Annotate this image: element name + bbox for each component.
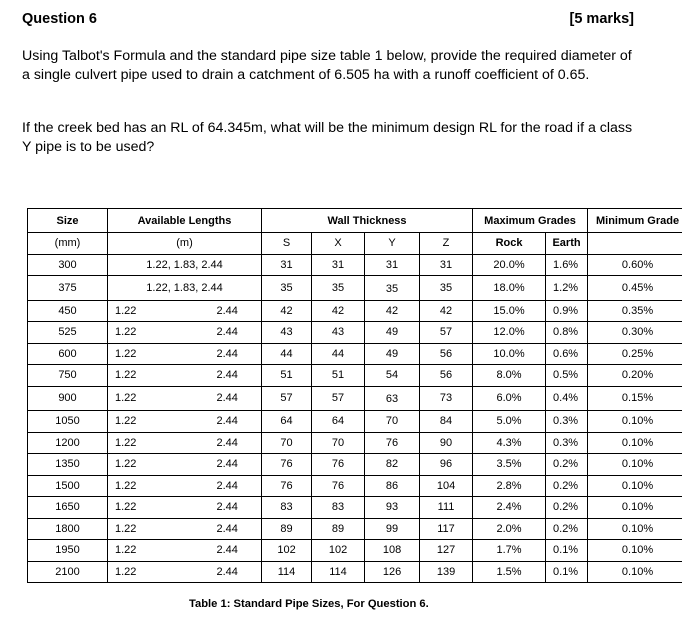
cell-wall-s: 35 — [262, 276, 312, 301]
cell-size: 900 — [28, 386, 108, 411]
subheader-min-blank — [588, 233, 682, 255]
cell-wall-x: 64 — [312, 411, 365, 433]
cell-length-max: 2.44 — [202, 432, 262, 454]
cell-length-min: 1.22 — [108, 322, 202, 344]
table-row — [28, 475, 682, 497]
question-paragraph-2: If the creek bed has an RL of 64.345m, what will be the minimum design RL for the road if a class Y pipe is to be used? — [22, 120, 633, 155]
cell-grade-earth: 0.3% — [546, 432, 588, 454]
header-size: Size — [28, 209, 108, 233]
cell-length-max: 2.44 — [202, 497, 262, 519]
cell-grade-rock: 2.4% — [473, 497, 546, 519]
cell-wall-s: 42 — [262, 300, 312, 322]
cell-wall-z: 117 — [420, 518, 473, 540]
cell-min-grade: 0.10% — [588, 454, 682, 476]
cell-grade-earth: 0.2% — [546, 475, 588, 497]
cell-grade-rock: 2.0% — [473, 518, 546, 540]
cell-size: 1350 — [28, 454, 108, 476]
cell-wall-z: 104 — [420, 475, 473, 497]
cell-wall-z: 139 — [420, 561, 473, 583]
header-available-lengths: Available Lengths — [108, 209, 262, 233]
cell-grade-rock: 10.0% — [473, 343, 546, 365]
header-maximum-grades: Maximum Grades — [473, 209, 588, 233]
cell-wall-s: 64 — [262, 411, 312, 433]
cell-wall-y: 35 — [365, 276, 420, 301]
cell-size: 1050 — [28, 411, 108, 433]
table-row — [28, 254, 682, 276]
cell-wall-s: 57 — [262, 386, 312, 411]
table-row — [28, 518, 682, 540]
table-row — [28, 454, 682, 476]
cell-length-min: 1.22 — [108, 454, 202, 476]
cell-wall-s: 76 — [262, 475, 312, 497]
cell-size: 600 — [28, 343, 108, 365]
cell-min-grade: 0.10% — [588, 561, 682, 583]
cell-grade-rock: 4.3% — [473, 432, 546, 454]
cell-wall-z: 42 — [420, 300, 473, 322]
cell-length-max: 2.44 — [202, 540, 262, 562]
cell-size: 375 — [28, 276, 108, 301]
cell-wall-x: 89 — [312, 518, 365, 540]
cell-wall-z: 90 — [420, 432, 473, 454]
cell-grade-rock: 1.7% — [473, 540, 546, 562]
cell-grade-earth: 0.2% — [546, 454, 588, 476]
cell-size: 300 — [28, 254, 108, 276]
cell-min-grade: 0.45% — [588, 276, 682, 301]
cell-wall-x: 76 — [312, 454, 365, 476]
cell-wall-s: 43 — [262, 322, 312, 344]
table-row — [28, 411, 682, 433]
cell-min-grade: 0.35% — [588, 300, 682, 322]
table-row — [28, 300, 682, 322]
cell-min-grade: 0.10% — [588, 475, 682, 497]
cell-size: 2100 — [28, 561, 108, 583]
cell-length-max: 2.44 — [202, 322, 262, 344]
cell-wall-z: 35 — [420, 276, 473, 301]
cell-wall-z: 96 — [420, 454, 473, 476]
cell-grade-rock: 20.0% — [473, 254, 546, 276]
cell-size: 1200 — [28, 432, 108, 454]
cell-size: 1950 — [28, 540, 108, 562]
question-title: Question 6 — [22, 11, 97, 27]
pipe-sizes-table — [27, 208, 682, 583]
cell-wall-x: 43 — [312, 322, 365, 344]
cell-min-grade: 0.10% — [588, 432, 682, 454]
cell-length-min: 1.22 — [108, 411, 202, 433]
cell-size: 1500 — [28, 475, 108, 497]
cell-length-min: 1.22 — [108, 365, 202, 387]
cell-length-min: 1.22 — [108, 518, 202, 540]
cell-wall-x: 114 — [312, 561, 365, 583]
cell-size: 750 — [28, 365, 108, 387]
cell-wall-y: 63 — [365, 386, 420, 411]
table-header-row — [28, 209, 682, 233]
cell-wall-x: 57 — [312, 386, 365, 411]
subheader-z: Z — [420, 233, 473, 255]
cell-grade-earth: 0.1% — [546, 540, 588, 562]
cell-wall-s: 51 — [262, 365, 312, 387]
cell-wall-x: 42 — [312, 300, 365, 322]
header-wall-thickness: Wall Thickness — [262, 209, 473, 233]
cell-wall-y: 76 — [365, 432, 420, 454]
cell-grade-earth: 0.4% — [546, 386, 588, 411]
cell-wall-y: 126 — [365, 561, 420, 583]
table-caption: Table 1: Standard Pipe Sizes, For Question 6. — [189, 598, 429, 610]
cell-min-grade: 0.60% — [588, 254, 682, 276]
cell-length-min: 1.22 — [108, 343, 202, 365]
cell-min-grade: 0.10% — [588, 518, 682, 540]
cell-size: 1800 — [28, 518, 108, 540]
cell-wall-x: 83 — [312, 497, 365, 519]
cell-grade-rock: 3.5% — [473, 454, 546, 476]
cell-wall-s: 70 — [262, 432, 312, 454]
table-row — [28, 365, 682, 387]
cell-length-min: 1.22 — [108, 561, 202, 583]
cell-grade-earth: 0.1% — [546, 561, 588, 583]
cell-length-min: 1.22 — [108, 475, 202, 497]
cell-wall-y: 49 — [365, 343, 420, 365]
table-row — [28, 386, 682, 411]
cell-wall-z: 56 — [420, 343, 473, 365]
cell-length-min: 1.22 — [108, 432, 202, 454]
cell-wall-y: 70 — [365, 411, 420, 433]
cell-length-max: 2.44 — [202, 561, 262, 583]
cell-length-max: 2.44 — [202, 475, 262, 497]
cell-min-grade: 0.10% — [588, 497, 682, 519]
cell-grade-rock: 18.0% — [473, 276, 546, 301]
cell-length-min: 1.22 — [108, 497, 202, 519]
cell-grade-earth: 0.2% — [546, 518, 588, 540]
cell-grade-earth: 0.5% — [546, 365, 588, 387]
table-row — [28, 343, 682, 365]
question-marks: [5 marks] — [569, 11, 634, 27]
cell-wall-y: 49 — [365, 322, 420, 344]
subheader-rock: Rock — [473, 233, 546, 255]
cell-wall-y: 93 — [365, 497, 420, 519]
cell-wall-x: 51 — [312, 365, 365, 387]
cell-lengths: 1.22, 1.83, 2.44 — [108, 254, 262, 276]
subheader-x: X — [312, 233, 365, 255]
cell-length-min: 1.22 — [108, 386, 202, 411]
subheader-size-unit: (mm) — [28, 233, 108, 255]
cell-grade-earth: 1.6% — [546, 254, 588, 276]
cell-wall-x: 102 — [312, 540, 365, 562]
subheader-earth: Earth — [546, 233, 588, 255]
cell-size: 450 — [28, 300, 108, 322]
cell-min-grade: 0.30% — [588, 322, 682, 344]
cell-length-max: 2.44 — [202, 411, 262, 433]
cell-grade-earth: 1.2% — [546, 276, 588, 301]
cell-min-grade: 0.25% — [588, 343, 682, 365]
table-row — [28, 432, 682, 454]
cell-length-max: 2.44 — [202, 386, 262, 411]
question-paragraph-1: Using Talbot's Formula and the standard pipe size table 1 below, provide the required diameter of a single culvert pipe used to drain a catchment of 6.505 ha with a runoff coefficient of 0.65. — [22, 48, 632, 83]
table-row — [28, 276, 682, 301]
cell-length-max: 2.44 — [202, 300, 262, 322]
cell-wall-z: 56 — [420, 365, 473, 387]
cell-wall-y: 54 — [365, 365, 420, 387]
cell-wall-x: 76 — [312, 475, 365, 497]
subheader-y: Y — [365, 233, 420, 255]
cell-min-grade: 0.10% — [588, 411, 682, 433]
cell-wall-z: 57 — [420, 322, 473, 344]
cell-length-max: 2.44 — [202, 454, 262, 476]
cell-wall-s: 114 — [262, 561, 312, 583]
cell-wall-y: 86 — [365, 475, 420, 497]
subheader-s: S — [262, 233, 312, 255]
cell-grade-earth: 0.8% — [546, 322, 588, 344]
cell-grade-earth: 0.9% — [546, 300, 588, 322]
cell-wall-z: 84 — [420, 411, 473, 433]
cell-grade-rock: 5.0% — [473, 411, 546, 433]
cell-wall-z: 73 — [420, 386, 473, 411]
cell-grade-earth: 0.6% — [546, 343, 588, 365]
cell-wall-s: 31 — [262, 254, 312, 276]
cell-wall-s: 44 — [262, 343, 312, 365]
cell-length-min: 1.22 — [108, 300, 202, 322]
cell-wall-x: 44 — [312, 343, 365, 365]
question-header — [22, 11, 634, 31]
cell-wall-x: 35 — [312, 276, 365, 301]
cell-wall-y: 99 — [365, 518, 420, 540]
cell-wall-y: 108 — [365, 540, 420, 562]
cell-size: 1650 — [28, 497, 108, 519]
subheader-lengths-unit: (m) — [108, 233, 262, 255]
header-minimum-grade: Minimum Grade — [588, 209, 682, 233]
cell-wall-z: 31 — [420, 254, 473, 276]
cell-grade-earth: 0.3% — [546, 411, 588, 433]
cell-wall-s: 76 — [262, 454, 312, 476]
cell-min-grade: 0.20% — [588, 365, 682, 387]
table-row — [28, 497, 682, 519]
table-row — [28, 322, 682, 344]
cell-wall-z: 127 — [420, 540, 473, 562]
cell-lengths: 1.22, 1.83, 2.44 — [108, 276, 262, 301]
cell-grade-rock: 8.0% — [473, 365, 546, 387]
cell-wall-y: 82 — [365, 454, 420, 476]
cell-min-grade: 0.15% — [588, 386, 682, 411]
cell-wall-x: 31 — [312, 254, 365, 276]
cell-wall-y: 31 — [365, 254, 420, 276]
cell-min-grade: 0.10% — [588, 540, 682, 562]
cell-grade-rock: 6.0% — [473, 386, 546, 411]
cell-length-max: 2.44 — [202, 365, 262, 387]
cell-wall-s: 89 — [262, 518, 312, 540]
cell-grade-rock: 12.0% — [473, 322, 546, 344]
table-row — [28, 540, 682, 562]
cell-length-min: 1.22 — [108, 540, 202, 562]
cell-wall-x: 70 — [312, 432, 365, 454]
cell-grade-rock: 15.0% — [473, 300, 546, 322]
cell-wall-z: 111 — [420, 497, 473, 519]
cell-wall-s: 102 — [262, 540, 312, 562]
table-row — [28, 561, 682, 583]
cell-grade-rock: 2.8% — [473, 475, 546, 497]
cell-grade-rock: 1.5% — [473, 561, 546, 583]
cell-length-max: 2.44 — [202, 343, 262, 365]
cell-grade-earth: 0.2% — [546, 497, 588, 519]
cell-wall-s: 83 — [262, 497, 312, 519]
cell-length-max: 2.44 — [202, 518, 262, 540]
cell-wall-y: 42 — [365, 300, 420, 322]
cell-size: 525 — [28, 322, 108, 344]
table-subheader-row — [28, 233, 682, 255]
